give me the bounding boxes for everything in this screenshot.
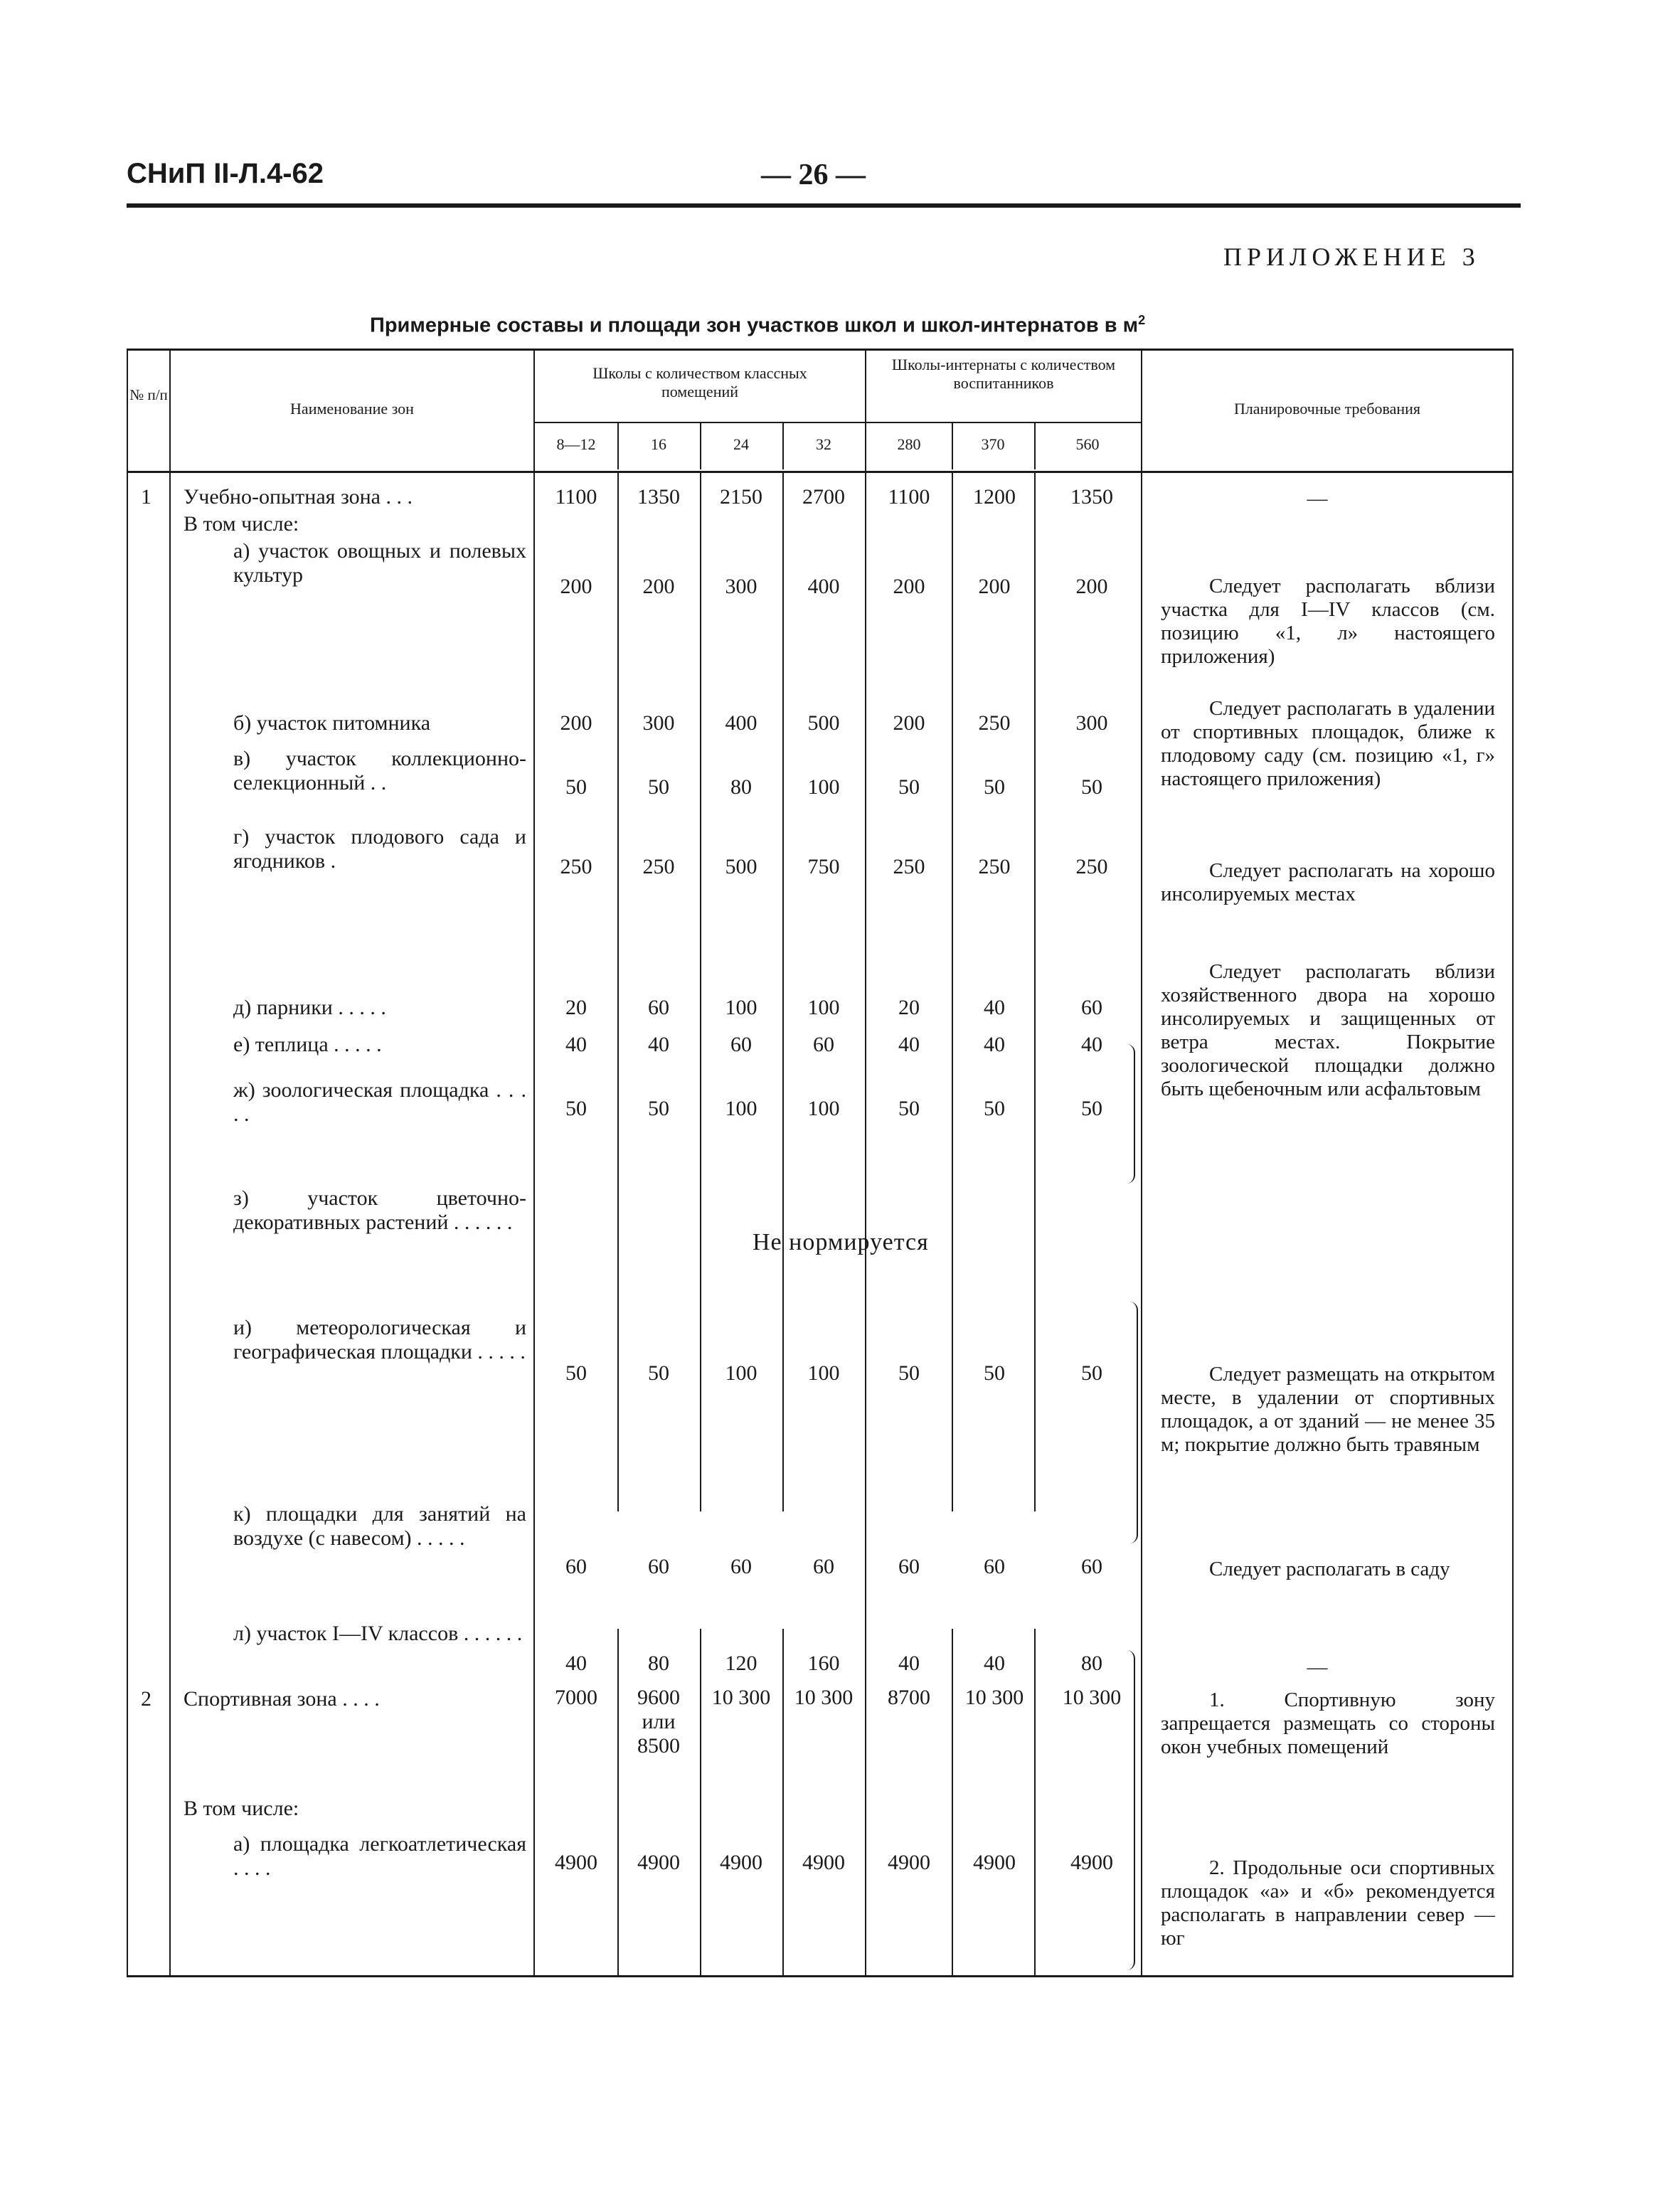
col-line: [1034, 473, 1036, 1511]
area-value: 4900: [802, 1851, 845, 1874]
zones-table: [127, 349, 1514, 1977]
area-value: 100: [807, 1361, 840, 1385]
area-value: 2150: [720, 485, 762, 509]
zone-name: з) участок цветочно-декоративных растений . . . . . .: [233, 1186, 526, 1234]
area-value: 50: [1081, 1361, 1102, 1385]
col-line: [700, 473, 701, 1511]
header-sub: 560: [1075, 435, 1100, 453]
area-value: 60: [984, 1555, 1005, 1578]
area-value: 40: [984, 1652, 1005, 1675]
col-line: [782, 1629, 784, 1977]
header-requirements: Планировочные требования: [1233, 400, 1421, 418]
area-value: 2700: [802, 485, 845, 509]
area-value: 4900: [555, 1851, 597, 1874]
group-brace: [1127, 1044, 1135, 1184]
col-line: [127, 349, 128, 1977]
area-value: 100: [725, 1361, 757, 1385]
col-line: [1034, 1629, 1036, 1977]
document-code: СНиП II-Л.4-62: [127, 158, 324, 189]
zone-name: В том числе:: [184, 1797, 299, 1820]
appendix-label: ПРИЛОЖЕНИЕ 3: [1223, 243, 1480, 271]
col-line: [700, 1629, 701, 1977]
zone-name: б) участок питомника: [233, 711, 431, 735]
col-line: [169, 349, 171, 1977]
area-value: 60: [648, 996, 669, 1019]
header-schools: Школы с количеством классных помещений: [592, 364, 807, 400]
area-value: 250: [1075, 855, 1108, 878]
area-value: 1350: [637, 485, 680, 509]
table-title: [370, 313, 1145, 338]
area-value: 200: [893, 711, 925, 735]
table-title-text: Примерные составы и площади зон участков школ и школ-интернатов в м: [370, 314, 1139, 337]
zone-name: В том числе:: [184, 512, 299, 536]
area-value: 50: [648, 1097, 669, 1120]
planning-requirement: —: [1307, 487, 1328, 510]
area-value: 50: [984, 1097, 1005, 1120]
area-value: 8700: [888, 1686, 930, 1709]
subheader-rule: [865, 422, 1141, 423]
planning-requirement: Следует располагать на хорошо инсолируемых местах: [1161, 859, 1495, 905]
area-value: 500: [807, 711, 840, 735]
area-value: 10 300: [964, 1686, 1024, 1709]
zone-name: л) участок I—IV классов . . . . . .: [233, 1622, 523, 1645]
col-line: [617, 1629, 619, 1977]
area-value: 300: [1075, 711, 1108, 735]
area-value: 80: [730, 775, 752, 799]
area-value: 4900: [637, 1851, 680, 1874]
area-value: 400: [725, 711, 757, 735]
area-value: 100: [807, 996, 840, 1019]
area-value: 40: [1081, 1033, 1102, 1056]
table-title-superscript: 2: [1138, 313, 1146, 327]
area-value: 50: [1081, 775, 1102, 799]
planning-requirement: 1. Спортивную зону запрещается размещать со стороны окон учебных помещений: [1161, 1689, 1495, 1758]
zone-name: д) парники . . . . .: [233, 996, 386, 1019]
area-value: 40: [984, 996, 1005, 1019]
area-value: 750: [807, 855, 840, 878]
area-value: 10 300: [1062, 1686, 1122, 1709]
area-value: 60: [565, 1555, 587, 1578]
area-value: 50: [898, 1361, 920, 1385]
area-value: 9600 или 8500: [637, 1686, 680, 1758]
area-value: 80: [1081, 1652, 1102, 1675]
area-value: 250: [978, 711, 1011, 735]
header-sub: 8—12: [556, 435, 596, 453]
header-boarding: Школы-интернаты с количеством воспитанников: [891, 356, 1116, 392]
planning-requirement: Следует размещать на открытом месте, в удалении от спортивных площадок, а от зданий — не менее 35 м; покрытие должно быть травяным: [1161, 1363, 1495, 1456]
area-value: 50: [1081, 1097, 1102, 1120]
area-value: 50: [565, 1361, 587, 1385]
area-value: 400: [807, 575, 840, 598]
header-sub: 280: [897, 435, 921, 453]
area-value: 20: [565, 996, 587, 1019]
header-name: Наименование зон: [290, 400, 414, 418]
area-value: 60: [1081, 996, 1102, 1019]
area-value: 100: [725, 996, 757, 1019]
area-value: 60: [813, 1033, 834, 1056]
area-value: 300: [642, 711, 675, 735]
area-value: 50: [565, 775, 587, 799]
zone-name: е) теплица . . . . .: [233, 1033, 382, 1056]
area-value: 200: [978, 575, 1011, 598]
not-normed-label: Не нормируется: [753, 1229, 929, 1255]
col-line: [952, 473, 953, 1511]
area-value: 20: [898, 996, 920, 1019]
planning-requirement: Следует располагать вблизи участка для I—IV классов (см. позицию «1, л» настоящего приложения): [1161, 575, 1495, 668]
zone-name: Спортивная зона . . . .: [184, 1687, 380, 1711]
area-value: 60: [730, 1033, 752, 1056]
area-value: 60: [1081, 1555, 1102, 1578]
zone-name: а) площадка легкоатлетическая . . . .: [233, 1832, 526, 1880]
col-line: [865, 349, 866, 1977]
zone-name: Учебно-опытная зона . . .: [184, 485, 413, 509]
header-no: № п/п: [129, 386, 168, 403]
area-value: 200: [642, 575, 675, 598]
area-value: 80: [648, 1652, 669, 1675]
area-value: 40: [565, 1652, 587, 1675]
zone-name: ж) зоологическая площадка . . . . .: [233, 1078, 526, 1126]
area-value: 50: [984, 775, 1005, 799]
area-value: 250: [560, 855, 592, 878]
area-value: 200: [893, 575, 925, 598]
zone-name: к) площадки для занятий на воздухе (с навесом) . . . . .: [233, 1502, 526, 1550]
col-line: [1141, 349, 1142, 1977]
area-value: 60: [898, 1555, 920, 1578]
planning-requirement: Следует располагать в саду: [1209, 1558, 1450, 1580]
area-value: 160: [807, 1652, 840, 1675]
planning-requirement: 2. Продольные оси спортивных площадок «а» и «б» рекомендуется располагать в направлении север — юг: [1161, 1856, 1495, 1950]
zone-name: а) участок овощных и полевых культур: [233, 539, 526, 587]
area-value: 7000: [555, 1686, 597, 1709]
col-line: [617, 473, 619, 1511]
header-sub: 370: [981, 435, 1005, 453]
planning-requirement: Следует располагать в удалении от спортивных площадок, ближе к плодовому саду (см. позицию «1, г» настоящего приложения): [1161, 697, 1495, 790]
group-brace: [1129, 1302, 1138, 1543]
area-value: 40: [898, 1033, 920, 1056]
area-value: 50: [898, 775, 920, 799]
area-value: 250: [893, 855, 925, 878]
area-value: 50: [984, 1361, 1005, 1385]
zone-name: в) участок коллекционно-селекционный . .: [233, 747, 526, 794]
area-value: 1200: [973, 485, 1016, 509]
area-value: 250: [978, 855, 1011, 878]
area-value: 40: [984, 1033, 1005, 1056]
area-value: 100: [725, 1097, 757, 1120]
area-value: 1350: [1070, 485, 1113, 509]
area-value: 40: [648, 1033, 669, 1056]
planning-requirement: Следует располагать вблизи хозяйственного двора на хорошо инсолируемых и защищенных от ветра местах. Покрытие зоологической площадки должно быть щебеночным или асфальтовым: [1161, 960, 1495, 1100]
table-header-rule: [127, 471, 1514, 473]
header-sub: 16: [651, 435, 666, 453]
col-line: [533, 349, 535, 1977]
area-value: 60: [730, 1555, 752, 1578]
area-value: 200: [560, 711, 592, 735]
area-value: 50: [898, 1097, 920, 1120]
row-number: 1: [141, 485, 151, 509]
area-value: 50: [648, 775, 669, 799]
area-value: 40: [565, 1033, 587, 1056]
area-value: 200: [560, 575, 592, 598]
area-value: 100: [807, 1097, 840, 1120]
area-value: 250: [642, 855, 675, 878]
group-brace: [1127, 1650, 1135, 1970]
area-value: 10 300: [794, 1686, 854, 1709]
header-sub: 32: [816, 435, 831, 453]
area-value: 1100: [555, 485, 597, 509]
area-value: 4900: [720, 1851, 762, 1874]
area-value: 500: [725, 855, 757, 878]
area-value: 4900: [973, 1851, 1016, 1874]
area-value: 120: [725, 1652, 757, 1675]
col-line: [782, 473, 784, 1511]
table-bottom-rule: [127, 1975, 1514, 1977]
area-value: 50: [648, 1361, 669, 1385]
area-value: 50: [565, 1097, 587, 1120]
col-line: [1512, 349, 1514, 1977]
area-value: 100: [807, 775, 840, 799]
area-value: 60: [813, 1555, 834, 1578]
area-value: 200: [1075, 575, 1108, 598]
header-sub: 24: [733, 435, 749, 453]
zone-name: г) участок плодового сада и ягодников .: [233, 825, 526, 873]
area-value: 10 300: [711, 1686, 771, 1709]
row-number: 2: [141, 1687, 151, 1711]
subheader-rule: [533, 422, 865, 423]
planning-requirement: —: [1307, 1656, 1328, 1679]
table-top-rule: [127, 349, 1514, 351]
area-value: 60: [648, 1555, 669, 1578]
zone-name: и) метеорологическая и географическая площадки . . . . .: [233, 1316, 526, 1363]
area-value: 40: [898, 1652, 920, 1675]
area-value: 4900: [1070, 1851, 1113, 1874]
area-value: 1100: [888, 485, 930, 509]
area-value: 300: [725, 575, 757, 598]
header-rule: [127, 203, 1521, 208]
page-number: — 26 —: [761, 159, 866, 191]
col-line: [952, 1629, 953, 1977]
area-value: 4900: [888, 1851, 930, 1874]
